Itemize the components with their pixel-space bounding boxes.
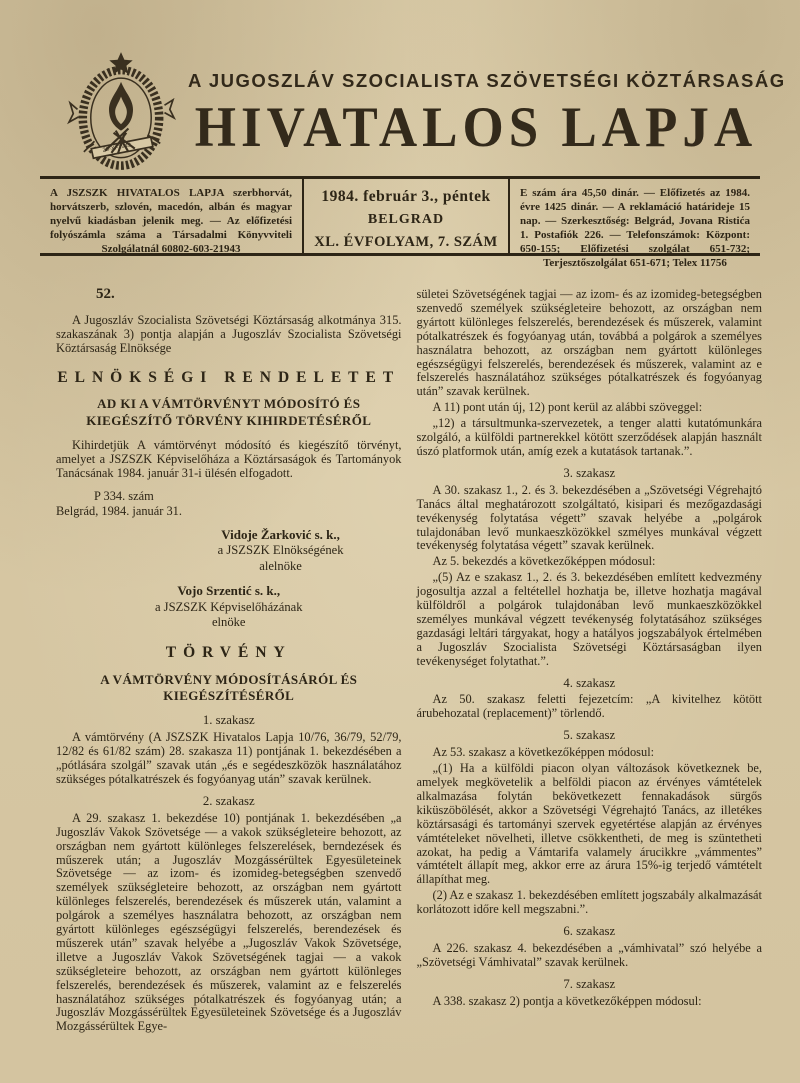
issue-city: BELGRAD [367,212,445,227]
section-heading-3: 3. szakasz [563,465,616,480]
section-heading-4: 4. szakasz [563,675,616,690]
section-4-text: Az 50. szakasz feletti fejezetcím: „A kivitelhez kötött árubehozatal (replacement)” törlendő. [416,692,762,721]
section-7-text: A 338. szakasz 2) pontja a következőképpen módosul: [432,993,702,1008]
section-heading-1: 1. szakasz [202,713,255,728]
price-subscription-info: E szám ára 45,50 dinár. — Előfizetés az 1984. évre 1425 dinár. — A reklamáció határideje 15 nap. — Szerkesztőség: Belgrád, Jovana Ristića 1. Postafiók 226. — Telefonszámok: Központ: 650-155; Előfizetési szolgálat 651-732; Terjesztőszolgálat 651-671; Telex 11756 [508,179,760,253]
issue-date: 1984. február 3., péntek [321,188,491,205]
section-2-text: A 29. szakasz 1. bekezdése 10) pontjának 1. bekezdésében „a Jugoszláv Vakok Szövetsége — a vakok szükségleteire behozott, az országban nem gyártott különleges felszerelések, berndezések és műszerek után; a Jugoszláv Mozgássérültek Egyesületeinek Szövetsége — az izom- és izomideg-betegségben szenvedő személyek szükségleteire behozott, az országban nem gyártott különleges felszerelés, berendezések és műszerek után, valamint a polgárok a személyes használatra behozott, az országban nem gyártott különleges egészségügyi felszerelés, berendezések és műszerek után” szavak helyébe a „Jugoszláv Vakok Szövetsége, illetve a Jugoszláv Vakok Szövetségének tagjai — a vakok szükségleteire behozott, az országban nem gyártott különleges felszerelés, berendezések és műszerek, valamint az e felszerelés használatához szükséges pótalkatrészek és fogyóanyag után; a Jugoszláv Mozgássérültek Egyesületeinek Szövetsége és a Jugoszláv Mozgássérültek Egye- [56,810,402,1034]
signature-block-president [94,583,363,631]
law-subject-heading: A VÁMTÖRVÉNY MÓDOSÍTÁSÁRÓL ÉS KIEGÉSZÍTÉSÉRŐL [100,671,358,704]
section-heading-6: 6. szakasz [563,924,616,939]
signature-name: Vojo Srzentić s. k., [177,583,281,599]
article-body [56,288,762,1036]
svg-text:29-XI-1943: 29-XI-1943 [102,142,132,154]
section-5-text: „(1) Ha a külföldi piacon olyan változások következnek be, amelyek megkövetelik a belföldi piacon az érvényes vámtételek alkalmazása folytán bekövetkezett fennakadások sürgős kiküszöbölését, akkor a Szövetségi Végrehajtó Tanács, az illetékes köztársasági és tartományi szervek egyetértése alapján az érvényes vámtételeket növelheti, illetve csökkentheti, de meg is szüntetheti azokat, ha pedig a Vámtarifa valamely árucikkre „vámmentes” vámtételt állapít meg, akkor erre az árura 15%-ig terjedő vámtételt állapíthat meg. [416,761,762,887]
signature-role: elnöke [211,615,246,630]
signature-role: a JSZSZK Képviselőházának [154,599,303,614]
issue-info [304,179,508,253]
paragraph-proclamation: Kihirdetjük A vámtörvényt módosító és kiegészítő törvényt, amelyet a JSZSZK Képviselőháza a Köztársaságok és Tartományok Tanácsának 1984. január 31-i ülésén elfogadott. [56,438,402,480]
right-column [417,288,763,1036]
section-3-text: „(5) Az e szakasz 1., 2. és 3. bekezdésében említett kedvezmény jogosultja azzal a feltétellel hozhatja be, illetve hozhatja magával külföldről a polgárok tulajdonában levő munkaeszközökkel személyes munkával végzett tevékenység folytatásához szükséges gazdasági leltári tárgyakat, hogy a hatályos jogszabályok értelmében a Jugoszláv Szocialista Szövetségi Köztársaságban ilyen tevékenységet folytathat.”. [416,570,762,668]
section-1-text: A vámtörvény (A JSZSZK Hivatalos Lapja 10/76, 36/79, 52/79, 12/82 és 61/82 szám) 28. szakasza 11) pontjának 1. bekezdésében a „pótlására szolgál” szavak után „és e segédeszközök használatához szükséges pótalkatrészek és fogyóanyag után” szavak kerülnek. [56,730,402,786]
publisher-info: A JSZSZK HIVATALOS LAPJA szerbhorvát, horvátszerb, szlovén, macedón, albán és magyar nyelvű kiadásban jelenik meg. — Az előfizetési folyószámla száma a Társadalmi Könyvviteli Szolgálatnál 60802-603-21943 [40,179,304,253]
law-heading: TÖRVÉNY [165,643,292,661]
section-5-text: (2) Az e szakasz 1. bekezdésében említett jogszabály alkalmazását korlátozott időre kell megszabni.”. [416,888,762,917]
masthead [0,0,800,176]
section-2-text-continued: sületei Szövetségének tagjai — az izom- és az izomideg-betegségben szenvedő személyek szükségleteire behozott, az országban nem gyártott különleges felszerelés, berendezések és műszerek, valamint pótalkatrészek és fogyóanyag után, továbbá a polgárok a személyes használatra behozott, az országban nem gyártott különleges egészségügyi felszerelés, berendezések és műszerek, valamint az e felszerelés használatához szükséges pótalkatrészek és fogyóanyag után” szavak kerülnek. [416,287,762,399]
section-3-text: Az 5. bekezdés a következőképpen módosul: [432,554,656,569]
paragraph-point-12: „12) a társultmunka-szervezetek, a tenger alatti kutatómunkára szolgáló, a külföldi partnerekkel kötött szerződések alapján használt úszó platformok után, amíg ezek a kutatások tartanak.”. [416,416,762,458]
yugoslavia-coat-of-arms-icon [60,50,182,172]
publication-info-bar [40,176,760,270]
masthead-republic-line: A JUGOSZLÁV SZOCIALISTA SZÖVETSÉGI KÖZTÁRSASÁG [188,70,786,91]
paragraph-after-point-11: A 11) pont után új, 12) pont kerül az alábbi szöveggel: [432,400,703,415]
issue-volume: XL. ÉVFOLYAM, 7. SZÁM [314,234,498,250]
reference-number: P 334. szám [94,488,154,503]
signature-role: alelnöke [259,558,302,573]
section-heading-2: 2. szakasz [202,793,255,808]
left-column [56,288,402,1036]
reference-block [56,490,402,519]
section-3-text: A 30. szakasz 1., 2. és 3. bekezdésében a „Szövetségi Végrehajtó Tanács által meghatározott szolgáltató, kisipari és mezőgazdasági tevékenység folytatása végett” szavak helyébe a „polgárok tulajdonában levő munkaeszközökkel szmélyes munkával végzett tevékenység folytatása végett” szavak kerülnek. [416,482,762,553]
section-6-text: A 226. szakasz 4. bekezdésében a „vámhivatal” szó helyébe a „Szövetségi Vámhivatal” szavak kerülnek. [416,940,762,969]
section-heading-7: 7. szakasz [563,976,616,991]
masthead-title: HIVATALOS LAPJA [194,96,758,159]
place-and-date: Belgrád, 1984. január 31. [56,503,182,518]
decree-heading: ELNÖKSÉGI RENDELETET [57,368,401,386]
section-5-text: Az 53. szakasz a következőképpen módosul: [432,745,655,760]
masthead-text [188,70,786,159]
signature-name: Vidoje Žarković s. k., [221,526,340,542]
section-heading-5: 5. szakasz [563,728,616,743]
paragraph-intro: A Jugoszláv Szocialista Szövetségi Köztársaság alkotmánya 315. szakaszának 3) pontja alapján a Jugoszláv Szocialista Szövetségi Köztársaság Elnöksége [56,312,402,355]
article-number: 52. [96,286,115,302]
decree-subject-heading: AD KI A VÁMTÖRVÉNYT MÓDOSÍTÓ ÉS KIEGÉSZÍTŐ TÖRVÉNY KIHIRDETÉSÉRŐL [86,396,372,429]
signature-block-vice-president [160,527,402,575]
signature-role: a JSZSZK Elnökségének [217,542,344,557]
